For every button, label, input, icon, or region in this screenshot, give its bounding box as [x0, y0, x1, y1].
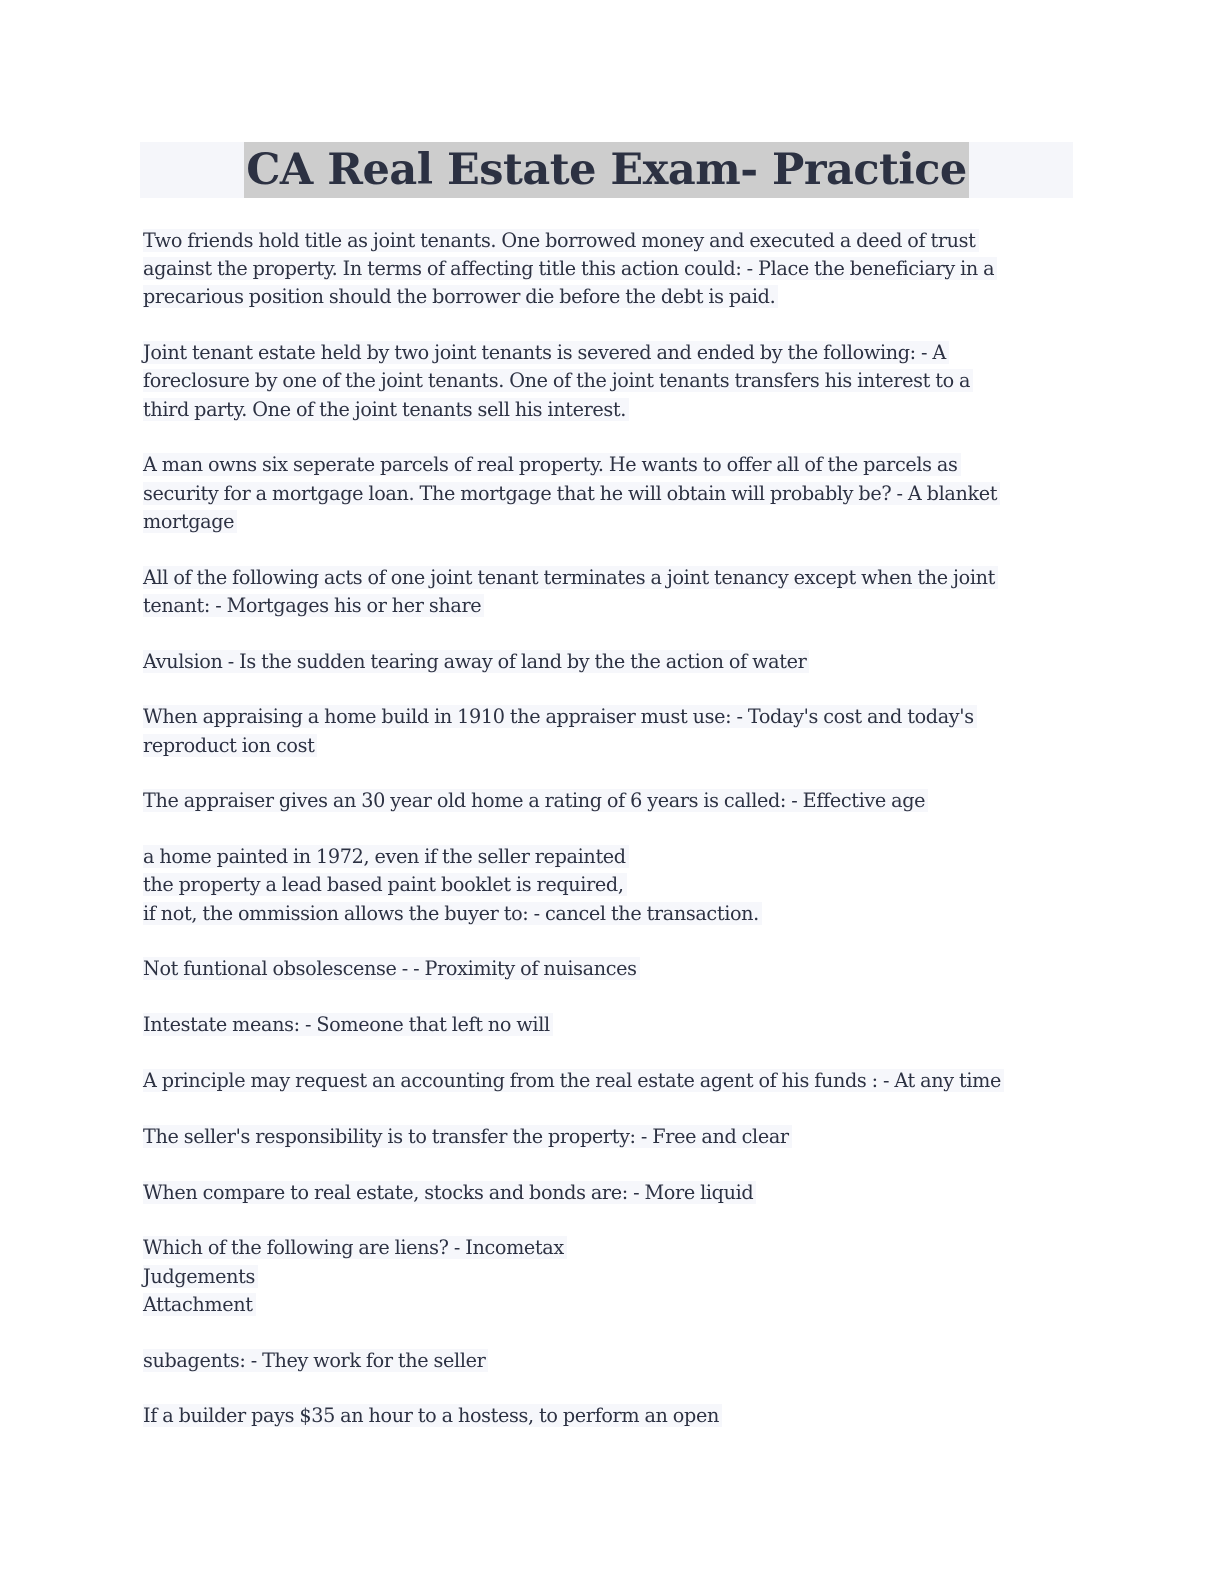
qa-line-text: Judgements — [143, 1265, 258, 1288]
qa-line-text: All of the following acts of one joint tenant terminates a joint tenancy except when the joint — [143, 566, 998, 589]
qa-line — [143, 451, 1078, 479]
qa-line-text: precarious position should the borrower die before the debt is paid. — [143, 285, 778, 308]
qa-line — [143, 787, 1078, 815]
qa-item — [143, 1347, 1078, 1375]
qa-item — [143, 564, 1078, 620]
qa-line-text: If a builder pays $35 an hour to a hostess, to perform an open — [143, 1404, 722, 1427]
qa-line — [143, 367, 1078, 395]
qa-line — [143, 1067, 1078, 1095]
qa-line-text: mortgage — [143, 510, 237, 533]
qa-line — [143, 283, 1078, 311]
title-band — [140, 142, 1073, 198]
qa-line-text: security for a mortgage loan. The mortgage that he will obtain will probably be? - A blanket — [143, 482, 1000, 505]
qa-line — [143, 1263, 1078, 1291]
qa-item — [143, 1123, 1078, 1151]
qa-line — [143, 1123, 1078, 1151]
qa-line-text: A man owns six seperate parcels of real property. He wants to offer all of the parcels as — [143, 453, 961, 476]
qa-line — [143, 1347, 1078, 1375]
qa-line-text: against the property. In terms of affecting title this action could: - Place the beneficiary in a — [143, 257, 997, 280]
qa-line — [143, 508, 1078, 536]
qa-item — [143, 703, 1078, 759]
qa-line-text: tenant: - Mortgages his or her share — [143, 594, 484, 617]
qa-line — [143, 871, 1078, 899]
qa-line-text: if not, the ommission allows the buyer to: - cancel the transaction. — [143, 902, 762, 925]
qa-item — [143, 648, 1078, 676]
qa-item — [143, 451, 1078, 536]
qa-item — [143, 1067, 1078, 1095]
qa-line — [143, 1179, 1078, 1207]
qa-line-text: The seller's responsibility is to transfer the property: - Free and clear — [143, 1125, 792, 1148]
qa-item — [143, 227, 1078, 312]
qa-item — [143, 1011, 1078, 1039]
qa-item — [143, 339, 1078, 424]
qa-line-text: Which of the following are liens? - Incometax — [143, 1236, 567, 1259]
qa-line — [143, 480, 1078, 508]
qa-line — [143, 1291, 1078, 1319]
page-title: CA Real Estate Exam- Practice — [244, 142, 969, 198]
qa-list — [143, 227, 1078, 1458]
qa-line-text: Not funtional obsolescense - - Proximity of nuisances — [143, 957, 640, 980]
qa-line-text: the property a lead based paint booklet is required, — [143, 873, 627, 896]
qa-line-text: Attachment — [143, 1293, 256, 1316]
qa-line — [143, 955, 1078, 983]
qa-line — [143, 1011, 1078, 1039]
qa-line-text: Joint tenant estate held by two joint tenants is severed and ended by the following: - A — [143, 341, 949, 364]
qa-item — [143, 1402, 1078, 1430]
qa-line-text: When compare to real estate, stocks and bonds are: - More liquid — [143, 1181, 756, 1204]
qa-line-text: a home painted in 1972, even if the seller repainted — [143, 845, 629, 868]
qa-line — [143, 703, 1078, 731]
qa-item — [143, 787, 1078, 815]
qa-line-text: foreclosure by one of the joint tenants. One of the joint tenants transfers his interest to a — [143, 369, 973, 392]
qa-line — [143, 255, 1078, 283]
qa-line — [143, 592, 1078, 620]
qa-item — [143, 1234, 1078, 1319]
qa-line-text: The appraiser gives an 30 year old home a rating of 6 years is called: - Effective age — [143, 789, 928, 812]
qa-line — [143, 1234, 1078, 1262]
qa-line-text: reproduct ion cost — [143, 734, 317, 757]
qa-line — [143, 227, 1078, 255]
qa-line-text: subagents: - They work for the seller — [143, 1349, 488, 1372]
qa-line — [143, 396, 1078, 424]
qa-line-text: A principle may request an accounting from the real estate agent of his funds : - At any time — [143, 1069, 1004, 1092]
qa-line-text: Intestate means: - Someone that left no will — [143, 1013, 553, 1036]
qa-line — [143, 843, 1078, 871]
qa-line — [143, 648, 1078, 676]
qa-line-text: When appraising a home build in 1910 the appraiser must use: - Today's cost and today's — [143, 705, 977, 728]
qa-line — [143, 732, 1078, 760]
qa-line — [143, 1402, 1078, 1430]
qa-line — [143, 900, 1078, 928]
qa-line-text: Two friends hold title as joint tenants. One borrowed money and executed a deed of trust — [143, 229, 979, 252]
qa-item — [143, 843, 1078, 928]
qa-line-text: Avulsion - Is the sudden tearing away of land by the the action of water — [143, 650, 809, 673]
qa-line — [143, 339, 1078, 367]
qa-item — [143, 1179, 1078, 1207]
qa-line-text: third party. One of the joint tenants sell his interest. — [143, 398, 629, 421]
qa-item — [143, 955, 1078, 983]
qa-line — [143, 564, 1078, 592]
